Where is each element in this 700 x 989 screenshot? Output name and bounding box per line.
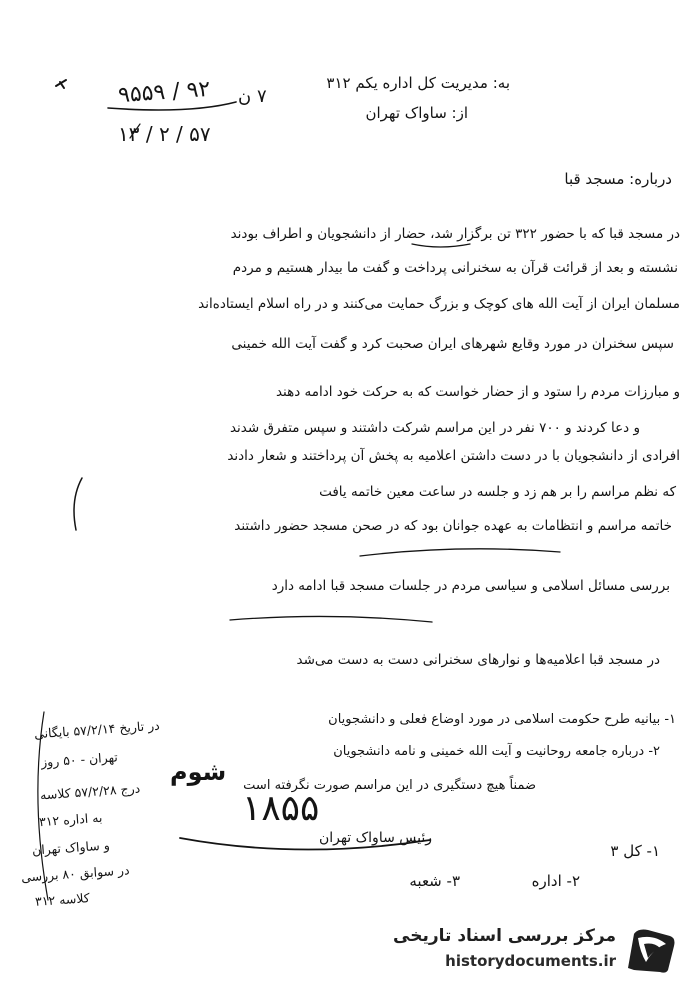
margin-note-6: در سوابق ۸۰ بررسی — [21, 862, 131, 885]
body-line-6: و دعا کردند و ۷۰۰ نفر در این مراسم شرکت داشتند و سپس متفرق شدند — [229, 420, 640, 436]
body-line-2: نشسته و بعد از قرائت قرآن به سخنرانی پرداخت و گفت ما بیدار هستیم و مردم — [232, 260, 678, 276]
margin-note-7: کلاسه ۳۱۲ — [34, 890, 91, 909]
date-slash — [130, 124, 140, 138]
reference-underline — [108, 102, 236, 110]
body-line-11: در مسجد قبا اعلامیه‌ها و نوارهای سخنرانی دست به دست می‌شد — [296, 652, 660, 668]
watermark-url: historydocuments.ir — [445, 952, 616, 970]
body-underline-2 — [230, 616, 432, 622]
signature: رئیس ساواک تهران — [318, 830, 432, 846]
body-line-8: که نظم مراسم را بر هم زد و جلسه در ساعت معین خاتمه یافت — [319, 484, 676, 500]
watermark-title: مرکز بررسی اسناد تاریخی — [393, 926, 616, 946]
margin-note-2: تهران - ۵۰ روز — [40, 749, 119, 770]
margin-note-3: درج ۵۷/۲/۲۸ کلاسه — [39, 780, 141, 803]
numbered-item-2: ۲- درباره جامعه روحانیت و آیت الله خمینی و نامه دانشجویان — [333, 744, 660, 759]
left-bracket-line — [74, 478, 82, 530]
body-line-1: در مسجد قبا که با حضور ۳۲۲ تن برگزار شد، حضار از دانشجویان و اطراف بودند — [230, 226, 680, 242]
cc-item-2: ۲- اداره — [531, 872, 580, 890]
file-number: ۱۸۵۵ — [242, 788, 320, 829]
body-underline-3 — [360, 549, 560, 556]
document-date: ۱۳ / ۲ / ۵۷ — [118, 122, 211, 146]
addressee-line-1: به: مدیریت کل اداره یکم ۳۱۲ — [326, 74, 510, 92]
cc-item-3: ۳- شعبه — [409, 872, 460, 890]
numbered-item-1: ۱- بیانیه طرح حکومت اسلامی در مورد اوضاع فعلی و دانشجویان — [328, 712, 676, 727]
body-line-5: و مبارزات مردم را ستود و از حضار خواست که به حرکت خود ادامه دهند — [275, 384, 680, 400]
body-line-9: خاتمه مراسم و انتظامات به عهده جوانان بود که در صحن مسجد حضور داشتند — [234, 518, 672, 534]
body-line-3: مسلمان ایران از آیت الله های کوچک و بزرگ حمایت می‌کنند و در راه اسلام ایستاده‌اند — [198, 296, 680, 312]
reference-number: ۹۵۵۹ / ۹۲ — [117, 76, 212, 109]
body-line-4: سپس سخنران در مورد وقایع شهرهای ایران صحبت کرد و گفت آیت الله خمینی — [231, 336, 674, 352]
margin-note-5: و ساواک تهران — [31, 837, 111, 858]
cc-item-1: ۱- کل ۳ — [610, 842, 660, 860]
subject-line: درباره: مسجد قبا — [564, 170, 672, 188]
body-line-10: بررسی مسائل اسلامی و سیاسی مردم در جلسات مسجد قبا ادامه دارد — [271, 578, 670, 594]
archive-watermark — [393, 922, 682, 978]
addressee-line-2: از: ساواک تهران — [365, 104, 468, 122]
corner-mark — [56, 80, 66, 88]
file-number-underline — [180, 838, 430, 850]
reference-suffix: ۷ ن — [238, 86, 267, 107]
numbered-item-3: ضمناً هیچ دستگیری در این مراسم صورت نگرفته است — [243, 778, 536, 793]
margin-note-1: در تاریخ ۵۷/۲/۱۴ بایگانی — [33, 717, 161, 742]
margin-note-4: به اداره ۳۱۲ — [38, 809, 103, 830]
body-line-7: افرادی از دانشجویان با در دست داشتن اعلامیه به پخش آن پرداختند و شعار دادند — [227, 448, 680, 464]
margin-bracket — [38, 712, 48, 900]
body-underline-1 — [412, 244, 470, 247]
archive-logo-icon — [624, 924, 678, 976]
stamp-mark: شوم — [170, 758, 227, 786]
